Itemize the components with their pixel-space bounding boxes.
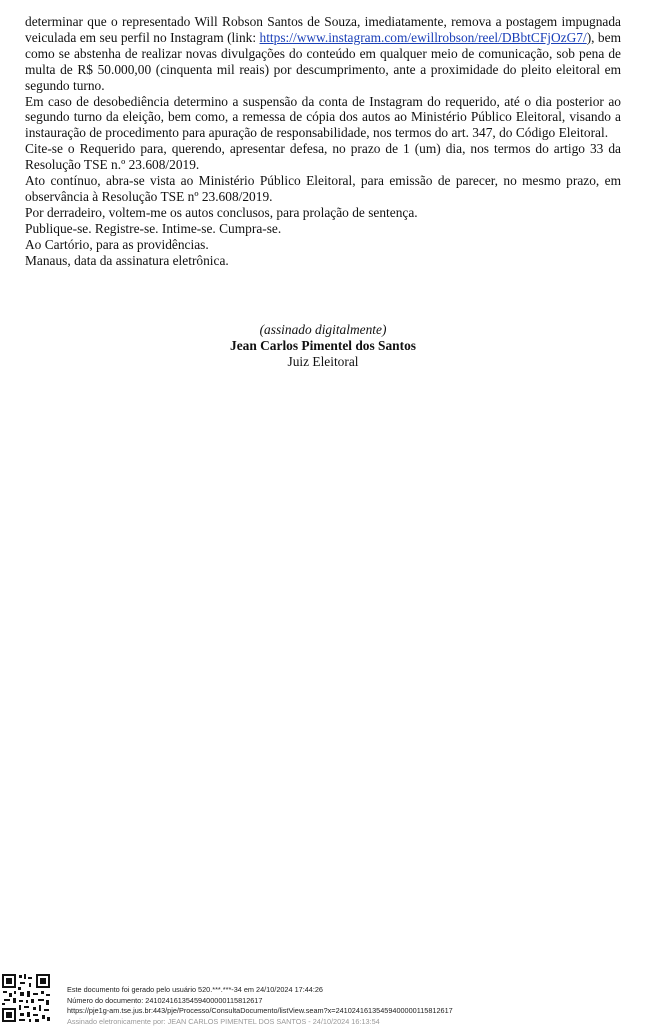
footer-document-number: Número do documento: 24102416135459400000115812617	[67, 996, 453, 1007]
footer-url[interactable]: https://pje1g-am.tse.jus.br:443/pje/Processo/ConsultaDocumento/listView.seam?x=24102416135459400000115812617	[67, 1006, 453, 1017]
document-body	[25, 14, 621, 269]
paragraph-order	[25, 14, 621, 94]
paragraph-citation: Cite-se o Requerido para, querendo, apresentar defesa, no prazo de 1 (um) dia, nos termos do artigo 33 da Resolução TSE n.º 23.608/2019.	[25, 141, 621, 173]
paragraph-conclusion: Por derradeiro, voltem-me os autos conclusos, para prolação de sentença.	[25, 205, 621, 221]
paragraph-place-date: Manaus, data da assinatura eletrônica.	[25, 253, 621, 269]
paragraph-publish: Publique-se. Registre-se. Intime-se. Cumpra-se.	[25, 221, 621, 237]
paragraph-text: determinar que o representado Will Robson Santos de Souza, imediatamente, remova a postagem impugnada veiculada em seu perfil no Instagram (link:	[25, 14, 621, 45]
paragraph-disobedience: Em caso de desobediência determino a suspensão da conta de Instagram do requerido, até o dia posterior ao segundo turno da eleição, bem como, a remessa de cópia dos autos ao Ministério Público Eleitoral, visando a instauração de procedimento para apuração de responsabilidade, nos termos do art. 347, do Código Eleitoral.	[25, 94, 621, 142]
signature-block	[0, 322, 646, 370]
paragraph-text: ), bem como se abstenha de realizar novas divulgações do conteúdo em qualquer meio de comunicação, sob pena de multa de R$ 50.000,00 (cinquenta mil reais) por descumprimento, ante a proximidade do pleito eleitoral em segundo turno.	[25, 30, 621, 93]
footer-generated-by: Este documento foi gerado pelo usuário 520.***.***-34 em 24/10/2024 17:44:26	[67, 985, 453, 996]
document-footer	[67, 985, 453, 1027]
signer-name: Jean Carlos Pimentel dos Santos	[0, 338, 646, 354]
qr-code-icon	[0, 972, 52, 1024]
paragraph-registry: Ao Cartório, para as providências.	[25, 237, 621, 253]
paragraph-ministry: Ato contínuo, abra-se vista ao Ministério Público Eleitoral, para emissão de parecer, no mesmo prazo, em observância à Resolução TSE nº 23.608/2019.	[25, 173, 621, 205]
signature-note: (assinado digitalmente)	[0, 322, 646, 338]
signer-role: Juiz Eleitoral	[0, 354, 646, 370]
instagram-link[interactable]: https://www.instagram.com/ewillrobson/reel/DBbtCFjOzG7/	[260, 30, 587, 45]
footer-signed-by: Assinado eletronicamente por: JEAN CARLOS PIMENTEL DOS SANTOS - 24/10/2024 16:13:54	[67, 1017, 453, 1027]
